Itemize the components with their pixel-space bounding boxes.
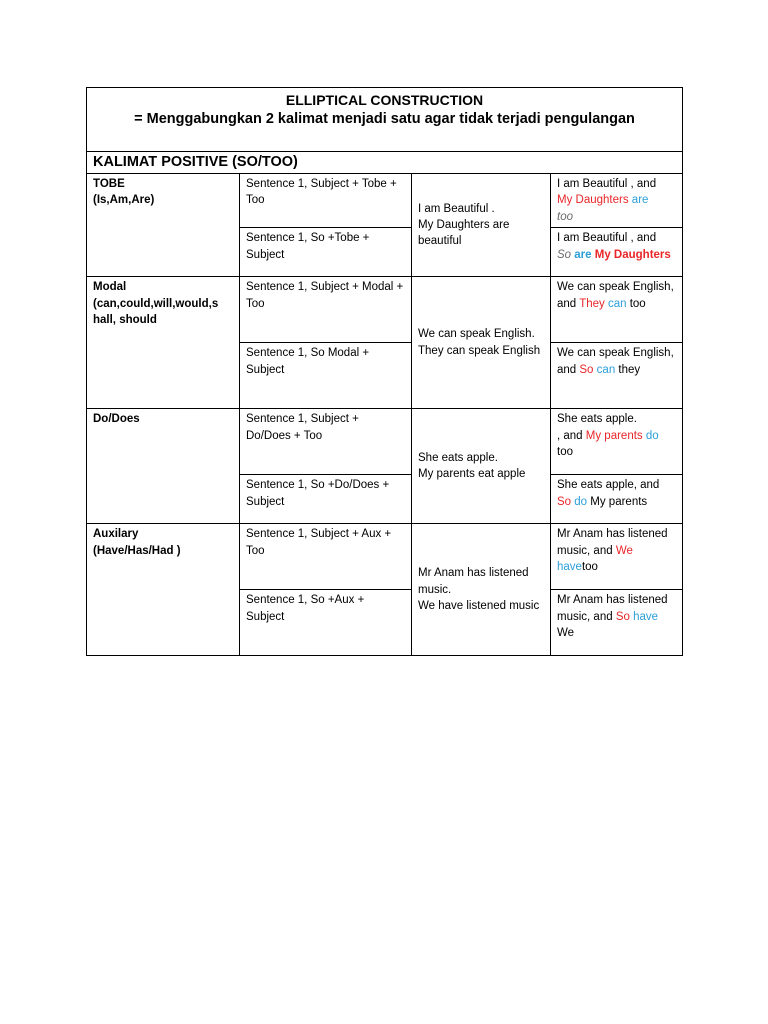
auxiliary-text: are <box>631 194 649 207</box>
source-sentences-cell: Mr Anam has listened music. We have listened music <box>412 524 551 656</box>
so-text: So <box>557 495 572 508</box>
too-text: too <box>581 561 598 574</box>
category-cell: Modal (can,could,will,would,s hall, should <box>87 277 240 409</box>
table-row <box>87 524 683 590</box>
result-so-cell: She eats apple, and So do My parents <box>551 475 683 524</box>
pattern-so-cell: Sentence 1, So +Tobe + Subject <box>240 228 412 277</box>
auxiliary-text: do <box>574 495 588 508</box>
source-sentences-cell: We can speak English. They can speak English <box>412 277 551 409</box>
section-row <box>87 152 683 174</box>
category-cell: Do/Does <box>87 409 240 524</box>
subject-text: We <box>557 627 575 640</box>
too-text: too <box>629 297 646 310</box>
auxiliary-text: have <box>557 561 582 574</box>
auxiliary-text: can <box>596 363 616 376</box>
result-too-cell: We can speak English, and They can too <box>551 277 683 343</box>
too-text: too <box>557 446 573 459</box>
auxiliary-text: can <box>607 297 627 310</box>
table-row <box>87 409 683 475</box>
subject-text: My parents <box>585 429 643 442</box>
result-so-cell: Mr Anam has listened music, and So have We <box>551 590 683 656</box>
pattern-too-cell: Sentence 1, Subject + Aux + Too <box>240 524 412 590</box>
table-subtitle: = Menggabungkan 2 kalimat menjadi satu agar tidak terjadi pengulangan <box>134 111 635 127</box>
section-heading: KALIMAT POSITIVE (SO/TOO) <box>87 152 683 174</box>
title-cell <box>87 88 683 152</box>
table-title: ELLIPTICAL CONSTRUCTION <box>285 92 484 108</box>
result-too-cell: She eats apple. , and My parents do too <box>551 409 683 475</box>
source-sentences-cell: She eats apple. My parents eat apple <box>412 409 551 524</box>
table-row <box>87 277 683 343</box>
pattern-too-cell: Sentence 1, Subject + Tobe + Too <box>240 174 412 228</box>
so-text: So <box>579 363 594 376</box>
pattern-so-cell: Sentence 1, So +Aux + Subject <box>240 590 412 656</box>
too-text: too <box>557 210 573 223</box>
subject-text: We <box>615 544 633 557</box>
result-too-cell: Mr Anam has listened music, and We havetoo <box>551 524 683 590</box>
source-sentences-cell: I am Beautiful . My Daughters are beautiful <box>412 174 551 277</box>
auxiliary-text: are <box>574 248 592 261</box>
so-text: So <box>557 248 572 261</box>
pattern-too-cell: Sentence 1, Subject + Modal + Too <box>240 277 412 343</box>
auxiliary-text: have <box>633 610 659 623</box>
so-text: So <box>615 610 630 623</box>
auxiliary-text: do <box>645 429 659 442</box>
result-too-cell: I am Beautiful , and My Daughters are too <box>551 174 683 228</box>
pattern-so-cell: Sentence 1, So Modal + Subject <box>240 343 412 409</box>
category-cell: Auxilary (Have/Has/Had ) <box>87 524 240 656</box>
elliptical-construction-table <box>86 87 683 656</box>
table-row <box>87 174 683 228</box>
result-so-cell: I am Beautiful , and So are My Daughters <box>551 228 683 277</box>
subject-text: My parents <box>590 495 648 508</box>
pattern-too-cell: Sentence 1, Subject + Do/Does + Too <box>240 409 412 475</box>
subject-text: My Daughters <box>557 194 629 207</box>
title-row <box>87 88 683 152</box>
subject-text: they <box>618 363 641 376</box>
category-cell: TOBE (Is,Am,Are) <box>87 174 240 277</box>
subject-text: My Daughters <box>594 248 671 261</box>
subject-text: They <box>579 297 605 310</box>
pattern-so-cell: Sentence 1, So +Do/Does + Subject <box>240 475 412 524</box>
result-so-cell: We can speak English, and So can they <box>551 343 683 409</box>
